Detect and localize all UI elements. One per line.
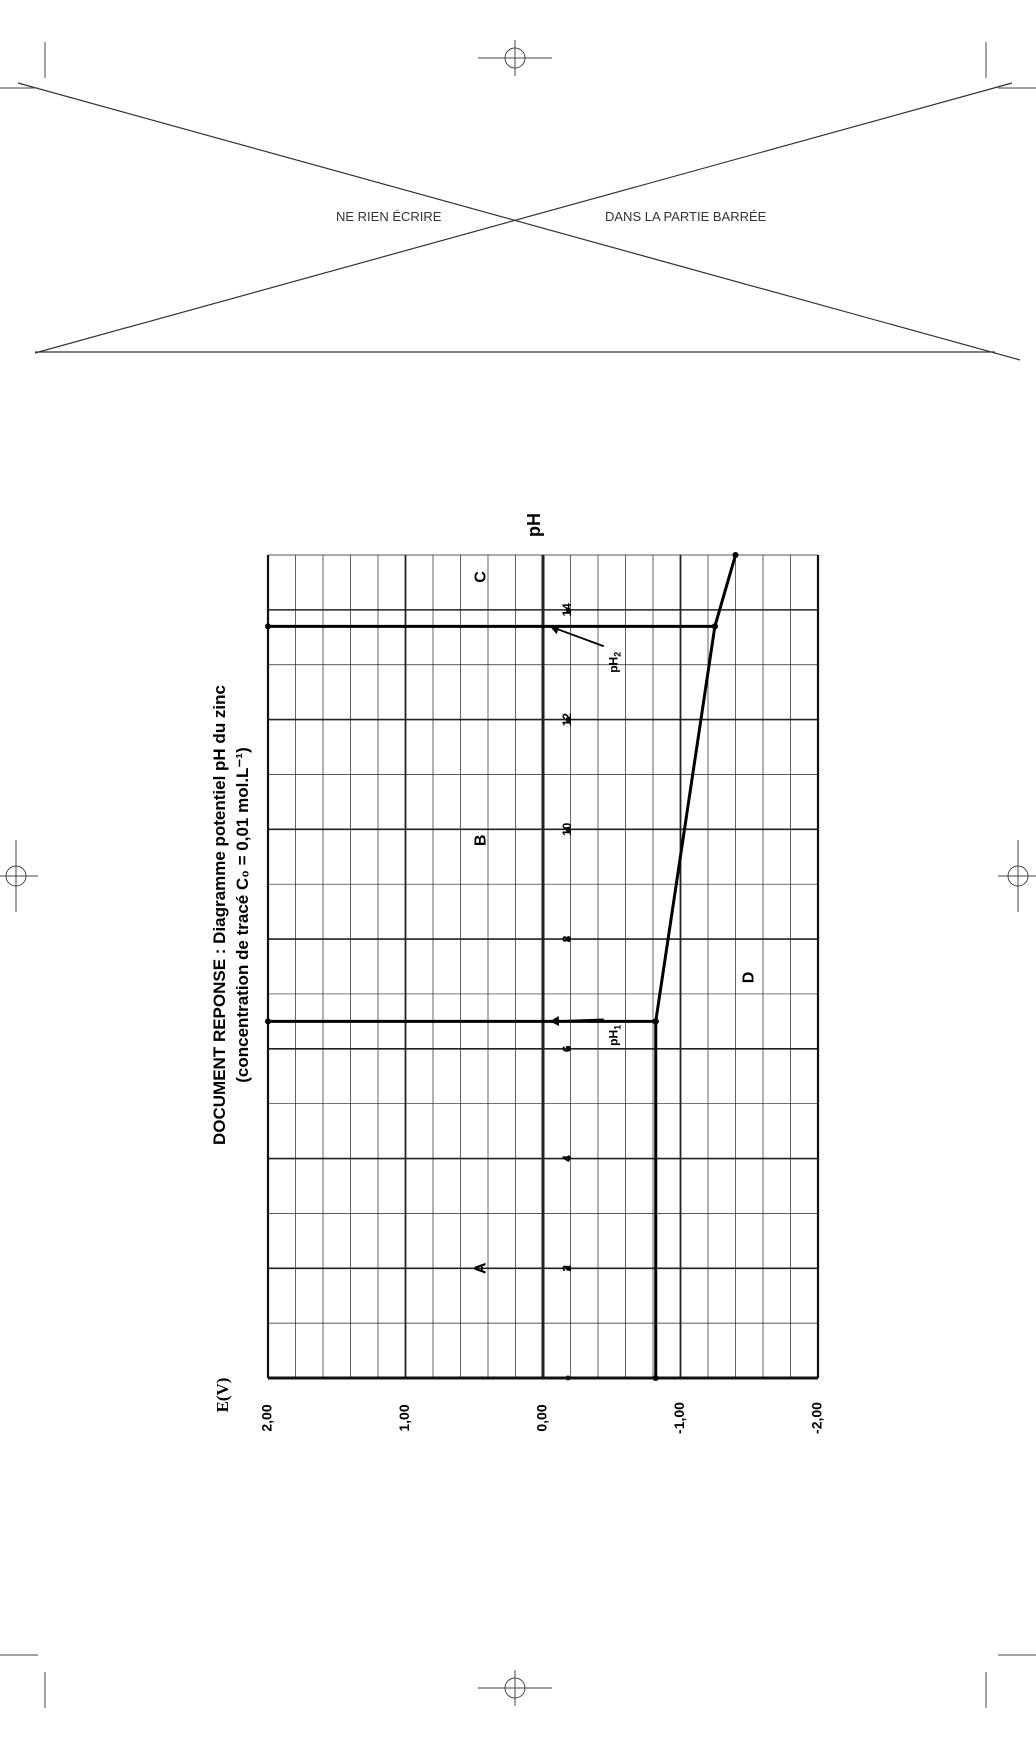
crop-marks [0,42,1036,1708]
region-label: B [472,834,490,847]
x-tick-label: 14 [560,603,575,617]
chart-series [265,552,739,1381]
y-tick-label: -1,00 [671,1402,688,1434]
x-tick-label: 6 [560,1045,575,1053]
x-axis-label: pH [524,513,544,537]
series-point [265,1018,271,1024]
barred-line-1 [18,83,1020,360]
x-tick-dot [566,1376,571,1381]
annotation-label: $pH_2$ [606,651,623,673]
x-tick-label: 12 [560,712,575,727]
series-point [733,552,739,558]
series-line [715,555,736,626]
series-point [653,1018,659,1024]
annotation-subscript: 1 [612,1024,623,1030]
x-tick-label: 10 [560,822,575,837]
region-label: A [472,1262,490,1275]
x-tick-label: 4 [560,1155,575,1162]
y-axis-label: E(V) [213,1377,232,1413]
barred-zone [18,83,1020,360]
series-line [656,626,715,1021]
region-label: C [472,571,490,583]
registration-target-bottom [478,1670,552,1706]
annotation-subscript: 2 [612,651,623,657]
x-tick-label: 8 [560,935,575,943]
series-point [653,1375,659,1381]
chart-grid [268,555,818,1378]
y-tick-label: 1,00 [396,1404,413,1432]
chart-annotations [472,571,757,1274]
annotation-arrowhead [550,1016,559,1026]
registration-target-right [998,840,1036,912]
annotation-label: $pH_1$ [606,1024,623,1046]
chart-title: DOCUMENT REPONSE : Diagramme potentiel pH du zinc [210,685,229,1145]
x-tick-label: 2 [560,1264,575,1272]
series-point [265,623,271,629]
registration-target-left [0,840,38,912]
header-left-text: NE RIEN ÉCRIRE [336,209,442,224]
registration-target-top [478,40,552,76]
region-label: D [740,971,758,984]
chart-subtitle: (concentration de tracé C₀ = 0,01 mol.L⁻¹) [233,747,252,1083]
potential-ph-diagram [210,513,825,1434]
y-tick-label: -2,00 [808,1402,825,1434]
barred-line-2 [35,83,1012,353]
y-tick-label: 2,00 [258,1404,275,1432]
header-right-text: DANS LA PARTIE BARRÉE [605,209,767,224]
y-tick-label: 0,00 [533,1404,550,1432]
series-point [712,623,718,629]
